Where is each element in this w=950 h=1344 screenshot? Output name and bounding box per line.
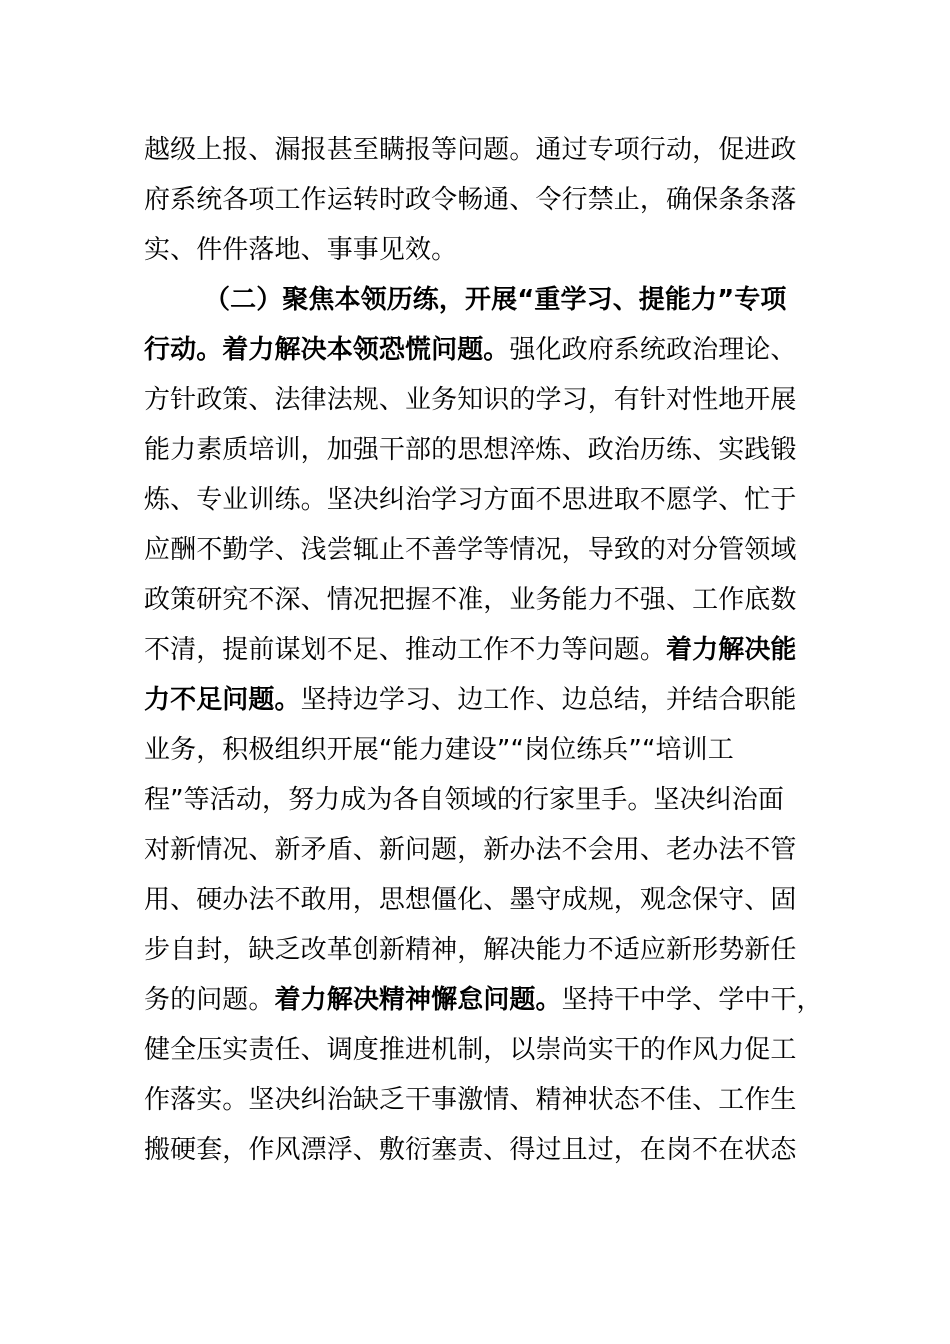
- text-run: 健全压实责任、调度推进机制，以崇尚实干的作风力促工: [144, 1035, 797, 1065]
- text-line: [144, 175, 809, 225]
- text-line: [144, 625, 809, 675]
- text-line: [144, 875, 809, 925]
- text-run: 业务，积极组织开展“能力建设”“岗位练兵”“培训工: [144, 735, 734, 765]
- text-run: 对新情况、新矛盾、新问题，新办法不会用、老办法不管: [144, 835, 797, 865]
- text-line: [144, 425, 809, 475]
- document-body: [144, 125, 823, 1175]
- text-line: [144, 475, 809, 525]
- text-run: 实、件件落地、事事见效。: [144, 235, 458, 265]
- text-run: 搬硬套，作风漂浮、敷衍塞责、得过且过，在岗不在状态: [144, 1135, 797, 1165]
- text-run: 政策研究不深、情况把握不准，业务能力不强、工作底数: [144, 585, 797, 615]
- text-run: 坚持干中学、学中干，: [561, 985, 823, 1015]
- text-run: 强化政府系统政治理论、: [509, 335, 797, 365]
- text-line: [144, 825, 809, 875]
- text-run: 能力素质培训，加强干部的思想淬炼、政治历练、实践锻: [144, 435, 797, 465]
- text-line: [144, 125, 809, 175]
- text-run: 方针政策、法律法规、业务知识的学习，有针对性地开展: [144, 385, 797, 415]
- text-run: 作落实。坚决纠治缺乏干事激情、精神状态不佳、工作生: [144, 1085, 797, 1115]
- text-run: 不清，提前谋划不足、推动工作不力等问题。: [144, 635, 667, 665]
- bold-heading-run: （二）聚焦本领历练，开展“重学习、提能力”专项: [204, 285, 787, 315]
- text-run: 步自封，缺乏改革创新精神，解决能力不适应新形势新任: [144, 935, 797, 965]
- text-line: [144, 275, 809, 325]
- text-line: [144, 375, 809, 425]
- text-line: [144, 225, 809, 275]
- text-line: [144, 725, 809, 775]
- text-line: [144, 675, 809, 725]
- bold-heading-run: 着力解决能: [666, 635, 797, 665]
- text-run: 府系统各项工作运转时政令畅通、令行禁止，确保条条落: [144, 185, 797, 215]
- text-line: [144, 1125, 809, 1175]
- text-run: 越级上报、漏报甚至瞒报等问题。通过专项行动，促进政: [144, 135, 797, 165]
- text-line: [144, 775, 809, 825]
- bold-heading-run: 力不足问题。: [144, 685, 301, 715]
- text-line: [144, 325, 809, 375]
- text-run: 程”等活动，努力成为各自领域的行家里手。坚决纠治面: [144, 785, 784, 815]
- text-line: [144, 975, 823, 1025]
- bold-heading-run: 着力解决精神懈怠问题。: [274, 985, 562, 1015]
- text-line: [144, 575, 809, 625]
- text-line: [144, 925, 809, 975]
- text-run: 应酬不勤学、浅尝辄止不善学等情况，导致的对分管领域: [144, 535, 797, 565]
- text-line: [144, 1025, 809, 1075]
- text-line: [144, 525, 809, 575]
- text-line: [144, 1075, 809, 1125]
- text-run: 坚持边学习、边工作、边总结，并结合职能: [300, 685, 797, 715]
- text-run: 炼、专业训练。坚决纠治学习方面不思进取不愿学、忙于: [144, 485, 797, 515]
- text-run: 务的问题。: [144, 985, 275, 1015]
- text-run: 用、硬办法不敢用，思想僵化、墨守成规，观念保守、固: [144, 885, 797, 915]
- bold-heading-run: 行动。着力解决本领恐慌问题。: [144, 335, 510, 365]
